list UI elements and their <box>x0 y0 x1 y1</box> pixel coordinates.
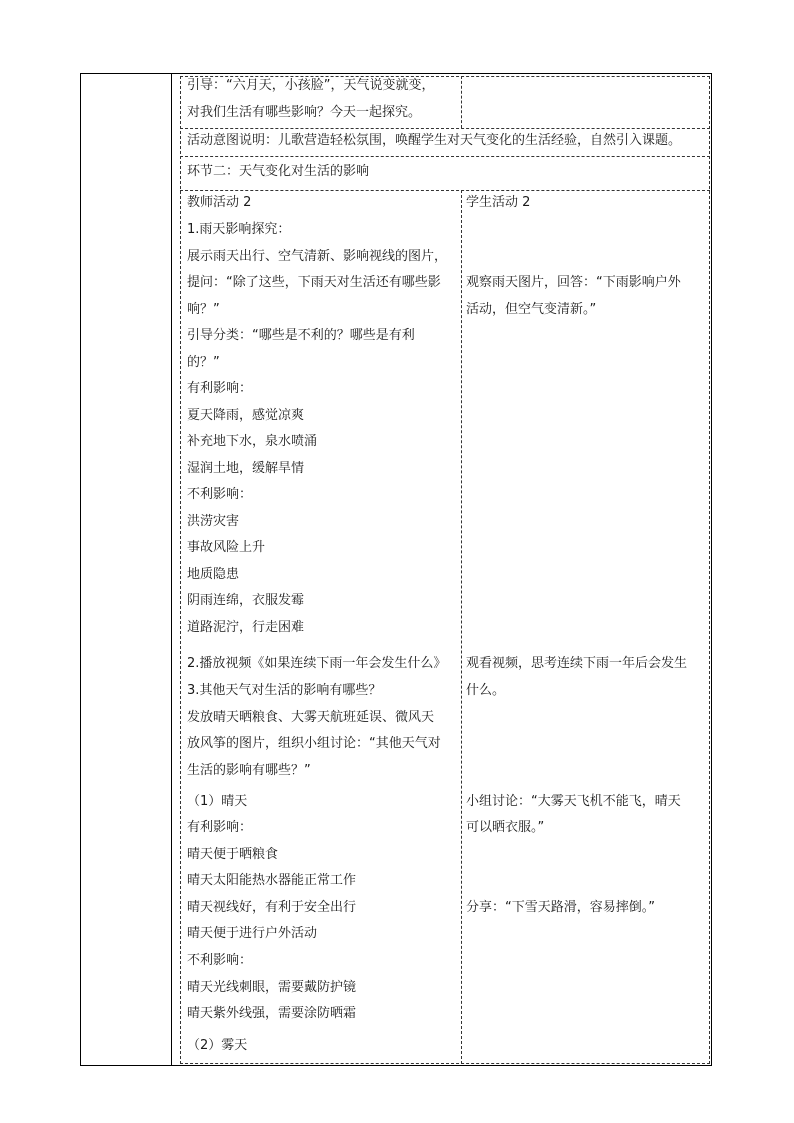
teacher-line: （1）晴天 <box>187 794 248 809</box>
teacher-line: （2）雾天 <box>187 1038 248 1053</box>
teacher-line: 有利影响： <box>187 381 253 396</box>
teacher-line: 道路泥泞，行走困难 <box>187 620 305 635</box>
teacher-line: 地质隐患 <box>187 567 240 582</box>
teacher-line: 晴天光线刺眼，需要戴防护镜 <box>187 980 357 995</box>
teacher-line: 1.雨天影响探究： <box>187 222 291 237</box>
teacher-line: 有利影响： <box>187 820 253 835</box>
teacher-line: 2.播放视频《如果连续下雨一年会发生什么》 <box>187 656 447 671</box>
teacher-line: 晴天便于进行户外活动 <box>187 926 318 941</box>
teacher-line: 引导分类：“哪些是不利的？哪些是有利 <box>187 328 415 343</box>
teacher-line: 发放晴天晒粮食、大雾天航班延误、微风天 <box>187 710 435 725</box>
student-video-line-1: 观看视频，思考连续下雨一年后会发生 <box>466 656 688 671</box>
teacher-line: 不利影响： <box>187 953 253 968</box>
teacher-line: 的？” <box>187 355 220 370</box>
activity-column-divider <box>461 190 462 1064</box>
teacher-line: 夏天降雨，感觉凉爽 <box>187 408 305 423</box>
student-activity-header: 学生活动 2 <box>466 195 531 210</box>
teacher-line: 晴天太阳能热水器能正常工作 <box>187 873 357 888</box>
student-video-line-2: 什么。 <box>466 683 506 698</box>
teacher-line: 事故风险上升 <box>187 540 266 555</box>
teacher-line: 提问：“除了这些，下雨天对生活还有哪些影 <box>187 275 441 290</box>
student-share: 分享：“下雪天路滑，容易摔倒。” <box>466 900 655 915</box>
row-divider-note <box>180 156 710 157</box>
teacher-line: 补充地下水，泉水喷涌 <box>187 434 318 449</box>
teacher-activity-header: 教师活动 2 <box>187 195 252 210</box>
student-answer-line-2: 活动，但空气变清新。” <box>466 302 597 317</box>
teacher-line: 不利影响： <box>187 487 253 502</box>
teacher-line: 阴雨连绵，衣服发霉 <box>187 593 305 608</box>
left-column-divider <box>171 73 172 1066</box>
student-discuss-line-1: 小组讨论：“大雾天飞机不能飞，晴天 <box>466 794 681 809</box>
teacher-line: 湿润土地，缓解旱情 <box>187 461 305 476</box>
teacher-line: 晴天便于晒粮食 <box>187 847 279 862</box>
teacher-line: 晴天视线好，有利于安全出行 <box>187 900 357 915</box>
teacher-line: 展示雨天出行、空气清新、影响视线的图片， <box>187 249 448 264</box>
intro-line-2: 对我们生活有哪些影响？今天一起探究。 <box>187 105 422 120</box>
teacher-line: 放风筝的图片，组织小组讨论：“其他天气对 <box>187 736 441 751</box>
row-divider-section <box>180 190 710 191</box>
intro-column-divider <box>461 76 462 128</box>
intro-line-1: 引导：“六月天，小孩脸”，天气说变就变， <box>187 78 435 93</box>
teacher-line: 洪涝灾害 <box>187 514 240 529</box>
student-discuss-line-2: 可以晒衣服。” <box>466 820 545 835</box>
section-title: 环节二：天气变化对生活的影响 <box>187 164 370 179</box>
student-answer-line-1: 观察雨天图片，回答：“下雨影响户外 <box>466 275 681 290</box>
teacher-line: 3.其他天气对生活的影响有哪些？ <box>187 683 382 698</box>
design-note: 活动意图说明：儿歌营造轻松氛围，唤醒学生对天气变化的生活经验，自然引入课题。 <box>187 133 682 148</box>
teacher-line: 生活的影响有哪些？” <box>187 763 311 778</box>
teacher-line: 响？” <box>187 302 220 317</box>
teacher-line: 晴天紫外线强，需要涂防晒霜 <box>187 1006 357 1021</box>
